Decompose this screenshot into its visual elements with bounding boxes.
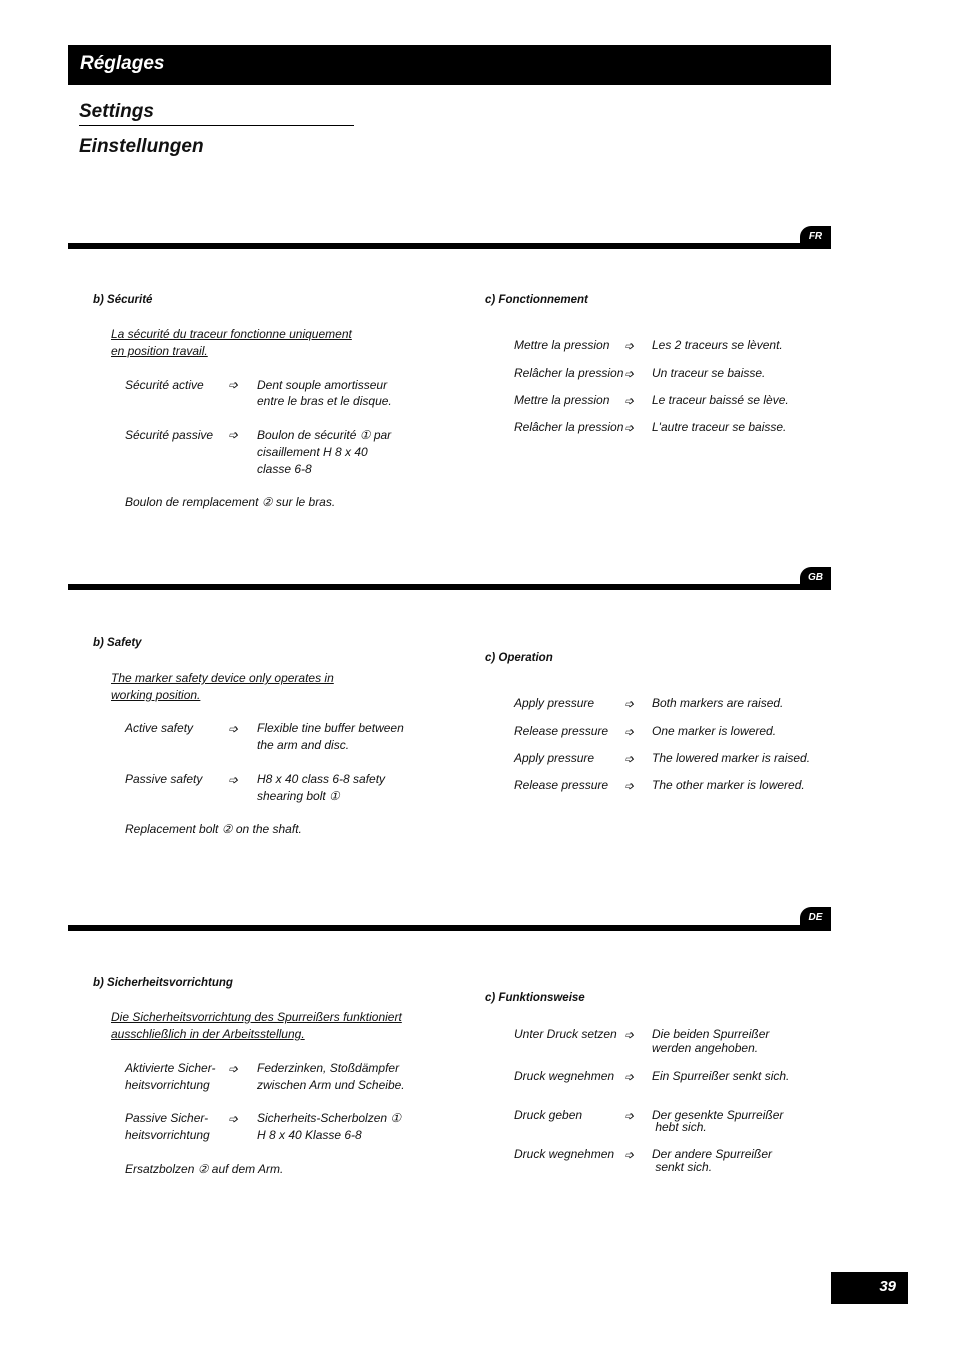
language-badge-fr: FR	[800, 226, 831, 248]
gb-op-action-2: Release pressure	[514, 724, 609, 738]
de-op-result-1b: werden angehoben.	[652, 1041, 759, 1055]
language-badge-gb: GB	[800, 567, 831, 589]
arrow-icon: ➩	[624, 339, 635, 353]
de-op-action-2: Druck wegnehmen	[514, 1069, 615, 1083]
fr-safety-heading: b) Sécurité	[93, 294, 153, 306]
gb-active-label: Active safety	[125, 721, 194, 735]
gb-active-desc-2: the arm and disc.	[257, 738, 350, 752]
arrow-icon: ➩	[624, 1148, 635, 1162]
de-active-desc-1: Federzinken, Stoßdämpfer	[257, 1061, 400, 1075]
de-op-action-4: Druck wegnehmen	[514, 1147, 615, 1161]
fr-op-result-2: Un traceur se baisse.	[652, 366, 766, 380]
de-op-action-1: Unter Druck setzen	[514, 1027, 617, 1041]
de-op-result-3a: Der gesenkte Spurreißer	[652, 1108, 784, 1122]
subtitle-underline	[79, 125, 354, 126]
fr-passive-label: Sécurité passive	[125, 428, 214, 442]
arrow-icon: ➩	[624, 367, 635, 381]
de-safety-intro-1: Die Sicherheitsvorrichtung des Spurreißers funktioniert	[111, 1010, 402, 1024]
fr-op-result-1: Les 2 traceurs se lèvent.	[652, 338, 783, 352]
fr-op-action-4: Relâcher la pression	[514, 420, 624, 434]
fr-active-label: Sécurité active	[125, 378, 204, 392]
de-safety-heading: b) Sicherheitsvorrichtung	[93, 977, 233, 989]
gb-passive-label: Passive safety	[125, 772, 203, 786]
fr-op-action-2: Relâcher la pression	[514, 366, 624, 380]
gb-op-action-3: Apply pressure	[514, 751, 595, 765]
arrow-icon: ➩	[624, 1109, 635, 1123]
fr-op-result-4: L'autre traceur se baisse.	[652, 420, 787, 434]
de-passive-desc-2: H 8 x 40 Klasse 6-8	[257, 1128, 362, 1142]
arrow-icon: ➩	[624, 394, 635, 408]
arrow-icon: ➩	[624, 1070, 635, 1084]
gb-safety-intro-1: The marker safety device only operates in	[111, 671, 334, 685]
fr-safety-intro-2: en position travail.	[111, 344, 208, 358]
arrow-icon: ➩	[228, 773, 239, 787]
gb-safety-heading: b) Safety	[93, 637, 142, 649]
section-rule-gb	[68, 584, 831, 590]
section-rule-fr	[68, 243, 831, 249]
de-passive-label-1: Passive Sicher-	[125, 1111, 209, 1125]
gb-passive-desc-1: H8 x 40 class 6-8 safety	[257, 772, 386, 786]
de-active-label-1: Aktivierte Sicher-	[125, 1061, 216, 1075]
page-number: 39	[879, 1278, 896, 1295]
header-bar	[68, 45, 831, 85]
fr-active-desc-2: entre le bras et le disque.	[257, 394, 392, 408]
arrow-icon: ➩	[228, 428, 239, 442]
de-replacement: Ersatzbolzen ② auf dem Arm.	[125, 1162, 284, 1176]
subtitle-en: Settings	[79, 101, 154, 122]
de-op-result-2: Ein Spurreißer senkt sich.	[652, 1069, 790, 1083]
de-safety-intro-2: ausschließlich in der Arbeitsstellung.	[111, 1027, 305, 1041]
gb-op-result-1: Both markers are raised.	[652, 696, 784, 710]
de-passive-label-2: heitsvorrichtung	[125, 1128, 210, 1142]
de-operation-heading: c) Funktionsweise	[485, 992, 585, 1004]
gb-op-action-1: Apply pressure	[514, 696, 595, 710]
de-active-desc-2: zwischen Arm und Scheibe.	[257, 1078, 405, 1092]
gb-op-result-4: The other marker is lowered.	[652, 778, 805, 792]
de-op-result-4a: Der andere Spurreißer	[652, 1147, 773, 1161]
fr-op-action-1: Mettre la pression	[514, 338, 610, 352]
gb-op-action-4: Release pressure	[514, 778, 609, 792]
arrow-icon: ➩	[228, 722, 239, 736]
fr-op-action-3: Mettre la pression	[514, 393, 610, 407]
gb-active-desc-1: Flexible tine buffer between	[257, 721, 404, 735]
fr-passive-desc-2: cisaillement H 8 x 40	[257, 445, 368, 459]
fr-passive-desc-1: Boulon de sécurité ① par	[257, 428, 392, 442]
fr-op-result-3: Le traceur baissé se lève.	[652, 393, 789, 407]
de-passive-desc-1: Sicherheits-Scherbolzen ①	[257, 1111, 402, 1125]
de-op-result-3b: hebt sich.	[652, 1120, 707, 1134]
de-op-result-1a: Die beiden Spurreißer	[652, 1027, 770, 1041]
language-badge-de: DE	[800, 907, 831, 929]
gb-op-result-2: One marker is lowered.	[652, 724, 777, 738]
arrow-icon: ➩	[228, 1062, 239, 1076]
de-op-result-4b: senkt sich.	[652, 1160, 713, 1174]
arrow-icon: ➩	[624, 697, 635, 711]
arrow-icon: ➩	[624, 779, 635, 793]
fr-replacement: Boulon de remplacement ② sur le bras.	[125, 495, 336, 509]
arrow-icon: ➩	[624, 725, 635, 739]
gb-replacement: Replacement bolt ② on the shaft.	[125, 822, 302, 836]
gb-operation-heading: c) Operation	[485, 652, 553, 664]
de-active-label-2: heitsvorrichtung	[125, 1078, 210, 1092]
section-rule-de	[68, 925, 831, 931]
gb-op-result-3: The lowered marker is raised.	[652, 751, 811, 765]
arrow-icon: ➩	[624, 1028, 635, 1042]
fr-operation-heading: c) Fonctionnement	[485, 294, 588, 306]
fr-active-desc-1: Dent souple amortisseur	[257, 378, 388, 392]
page-number-box	[831, 1272, 908, 1304]
gb-passive-desc-2: shearing bolt ①	[257, 789, 340, 803]
arrow-icon: ➩	[228, 378, 239, 392]
page-title: Réglages	[80, 53, 165, 74]
arrow-icon: ➩	[228, 1112, 239, 1126]
subtitle-de: Einstellungen	[79, 136, 204, 157]
gb-safety-intro-2: working position.	[111, 688, 201, 702]
fr-safety-intro-1: La sécurité du traceur fonctionne uniquement	[111, 327, 352, 341]
arrow-icon: ➩	[624, 752, 635, 766]
de-op-action-3: Druck geben	[514, 1108, 583, 1122]
fr-passive-desc-3: classe 6-8	[257, 462, 312, 476]
arrow-icon: ➩	[624, 421, 635, 435]
